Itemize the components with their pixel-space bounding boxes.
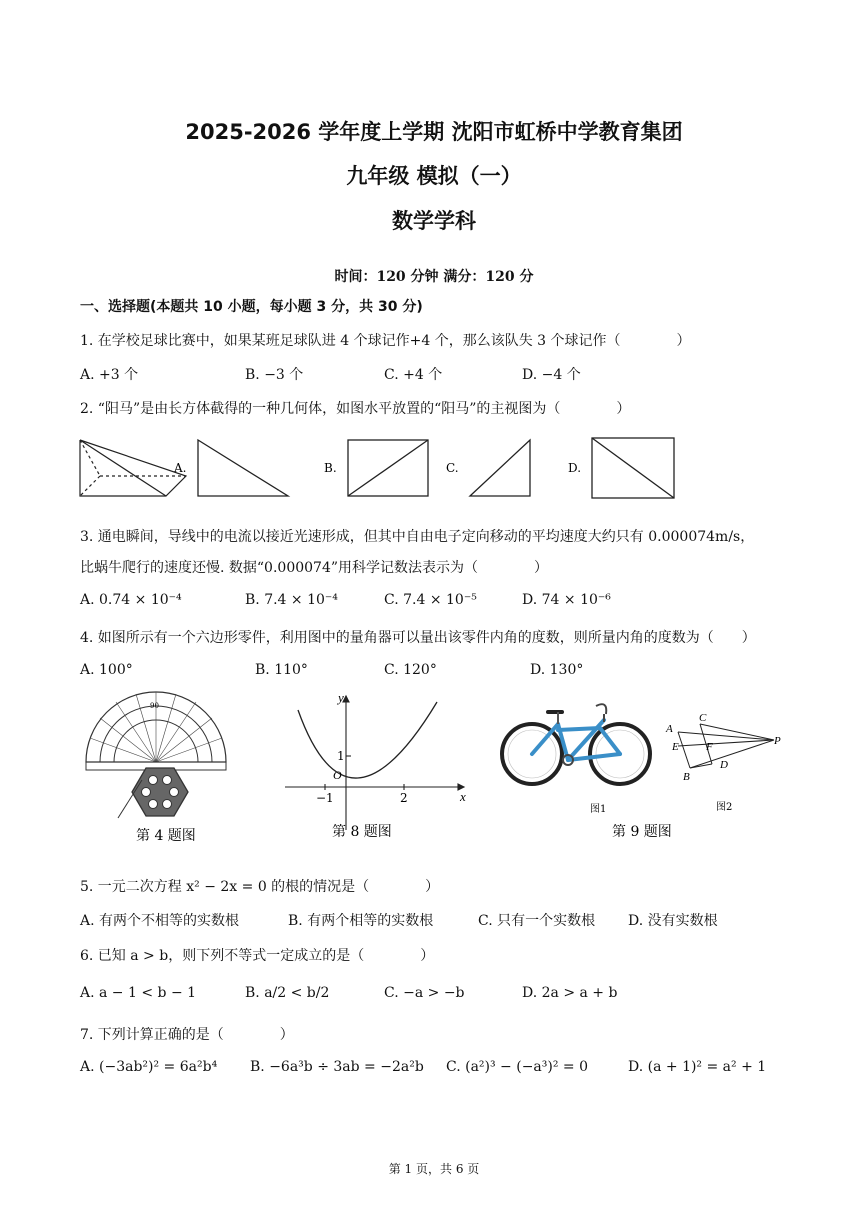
exam-title-line1: 2025-2026 学年度上学期 沈阳市虹桥中学教育集团 xyxy=(185,120,683,144)
question-2-figures xyxy=(76,432,796,504)
graph-tick-2: 2 xyxy=(400,791,408,805)
graph-y-label: y xyxy=(338,690,344,705)
question-1-option-a: A. +3 个 xyxy=(80,367,139,383)
exam-title-line2: 九年级 模拟（一） xyxy=(346,164,522,188)
exam-meta: 时间：120 分钟 满分：120 分 xyxy=(334,269,534,285)
question-5-option-b: B. 有两个相等的实数根 xyxy=(288,913,434,929)
fig9-sub-caption-1: 图1 xyxy=(590,804,607,815)
fig9-sub-caption-2: 图2 xyxy=(716,802,733,813)
question-7-option-d: D. (a + 1)² = a² + 1 xyxy=(628,1059,767,1075)
question-4-stem: 4. 如图所示有一个六边形零件，利用图中的量角器可以量出该零件内角的度数，则所量内角的度数为（ ） xyxy=(80,630,756,646)
question-7-option-b: B. −6a³b ÷ 3ab = −2a²b xyxy=(250,1059,424,1075)
graph-origin: O xyxy=(333,768,342,782)
q2-option-d-figure xyxy=(592,438,674,498)
question-3-option-d: D. 74 × 10⁻⁶ xyxy=(522,592,611,608)
geo-label-c: C xyxy=(699,712,707,724)
geo-label-b: B xyxy=(683,771,690,783)
question-5-option-d: D. 没有实数根 xyxy=(628,913,718,929)
geo-label-a: A xyxy=(666,723,673,735)
protractor-figure xyxy=(86,692,226,818)
question-3-stem-line1: 3. 通电瞬间，导线中的电流以接近光速形成，但其中自由电子定向移动的平均速度大约只有 0.000074m/s， xyxy=(80,529,755,545)
question-6-option-c: C. −a > −b xyxy=(384,985,465,1001)
yangma-solid-figure xyxy=(80,440,186,496)
question-3-option-b: B. 7.4 × 10⁻⁴ xyxy=(245,592,338,608)
q2-option-a-figure xyxy=(198,440,288,496)
question-1-option-d: D. −4 个 xyxy=(522,367,581,383)
question-4-option-c: C. 120° xyxy=(384,662,437,678)
q2-label-a: A. xyxy=(174,461,187,475)
protractor-label-90: 90 xyxy=(150,702,159,710)
question-7-option-c: C. (a²)³ − (−a³)² = 0 xyxy=(446,1059,589,1075)
question-3-option-a: A. 0.74 × 10⁻⁴ xyxy=(80,592,182,608)
q2-option-c-figure xyxy=(470,440,530,496)
question-4-option-b: B. 110° xyxy=(255,662,308,678)
question-7-option-a: A. (−3ab²)² = 6a²b⁴ xyxy=(80,1059,218,1075)
parabola-graph xyxy=(285,696,464,830)
question-5-option-c: C. 只有一个实数根 xyxy=(478,913,596,929)
q2-option-b-figure xyxy=(348,440,428,496)
graph-tick-1: 1 xyxy=(337,749,345,763)
geo-label-d: D xyxy=(720,759,728,771)
question-3-option-c: C. 7.4 × 10⁻⁵ xyxy=(384,592,477,608)
question-2-stem: 2. “阳马”是由长方体截得的一种几何体，如图水平放置的“阳马”的主视图为（ ） xyxy=(80,401,631,417)
question-6-option-b: B. a/2 < b/2 xyxy=(245,985,330,1001)
figures-row xyxy=(80,690,800,850)
fig8-caption: 第 8 题图 xyxy=(332,824,392,840)
question-6-stem: 6. 已知 a > b，则下列不等式一定成立的是（ ） xyxy=(80,948,435,964)
geo-label-f: F xyxy=(706,741,713,753)
question-1-option-c: C. +4 个 xyxy=(384,367,443,383)
question-6-option-a: A. a − 1 < b − 1 xyxy=(80,985,197,1001)
graph-x-label: x xyxy=(460,789,466,804)
question-1-option-b: B. −3 个 xyxy=(245,367,304,383)
question-1-stem: 1. 在学校足球比赛中，如果某班足球队进 4 个球记作+4 个，那么该队失 3 个球记作（ ） xyxy=(80,333,691,349)
question-5-stem: 5. 一元二次方程 x² − 2x = 0 的根的情况是（ ） xyxy=(80,879,440,895)
question-3-stem-line2: 比蜗牛爬行的速度还慢. 数据“0.000074”用科学记数法表示为（ ） xyxy=(80,560,549,576)
question-5-option-a: A. 有两个不相等的实数根 xyxy=(80,913,240,929)
q2-label-b: B. xyxy=(324,461,337,475)
geo-label-p: P xyxy=(774,735,781,747)
graph-tick-neg1: −1 xyxy=(316,791,334,805)
exam-title-line3: 数学学科 xyxy=(392,209,476,233)
question-4-option-d: D. 130° xyxy=(530,662,584,678)
question-4-option-a: A. 100° xyxy=(80,662,133,678)
question-7-stem: 7. 下列计算正确的是（ ） xyxy=(80,1027,294,1043)
question-6-option-d: D. 2a > a + b xyxy=(522,985,618,1001)
geo-label-e: E xyxy=(672,741,679,753)
section-heading: 一、选择题(本题共 10 小题，每小题 3 分，共 30 分) xyxy=(80,299,423,315)
fig4-caption: 第 4 题图 xyxy=(136,828,196,844)
fig9-caption: 第 9 题图 xyxy=(612,824,672,840)
bicycle-figure xyxy=(502,704,650,784)
q2-label-d: D. xyxy=(568,461,582,475)
q2-label-c: C. xyxy=(446,461,459,475)
page-number: 第 1 页，共 6 页 xyxy=(388,1162,480,1176)
